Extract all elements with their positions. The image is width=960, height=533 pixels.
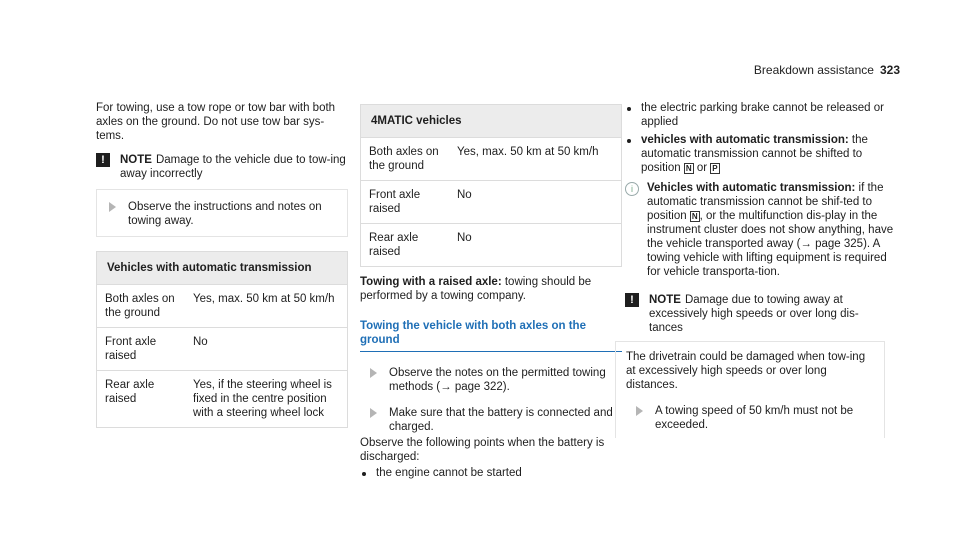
- section-heading-text: Towing the vehicle with both axles on the ground: [360, 320, 586, 346]
- gear-n-icon: N: [691, 212, 698, 221]
- column-2: [360, 104, 622, 482]
- arrow-icon: [370, 368, 377, 378]
- step-text: Observe the instructions and notes on towing away.: [128, 201, 322, 227]
- note-box: [615, 293, 885, 438]
- section-title: Breakdown assistance: [753, 63, 874, 77]
- info-icon: i: [625, 182, 639, 196]
- note-text: Damage due to towing away at excessively high speeds or over long dis-tances: [649, 294, 859, 334]
- note-label: NOTE: [120, 154, 152, 166]
- table-cell: Both axles on the ground: [97, 285, 185, 328]
- table-row: [97, 285, 347, 328]
- bullet-dot: [627, 139, 631, 143]
- table-cell: Yes, if the steering wheel is fixed in the centre position with a steering wheel lock: [185, 371, 347, 428]
- bullet-text: the electric parking brake cannot be released or applied: [641, 102, 884, 128]
- table-4matic: [360, 104, 622, 267]
- warning-icon: !: [625, 293, 639, 307]
- arrow-icon: [370, 408, 377, 418]
- note-header: [615, 293, 885, 341]
- step-text: A towing speed of 50 km/h must not be exceeded.: [655, 405, 854, 431]
- gear-p-icon: P: [712, 164, 718, 173]
- bullet-item: [625, 101, 895, 129]
- page-number: 323: [879, 63, 900, 77]
- table-cell: Rear axle raised: [97, 371, 185, 428]
- table-cell: No: [449, 224, 621, 267]
- step-item: [370, 366, 622, 394]
- step-text: Observe the notes on the permitted towing methods (→ page 322).: [389, 367, 606, 393]
- steps: [360, 366, 622, 434]
- note-text: Damage to the vehicle due to tow-ing away incorrectly: [120, 154, 346, 180]
- gear-n-icon: N: [685, 164, 692, 173]
- raised-axle-heading: Towing with a raised axle:: [360, 276, 502, 288]
- page-header: [754, 63, 900, 77]
- warning-icon: !: [96, 153, 110, 167]
- info-body-b: , or the multifunction dis-play in the instrument cluster does not show anything, have the vehicle transported away (→ page 325). A towing vehicle with lifting equipment is required for vehicle transporta-tion.: [647, 210, 894, 278]
- step-item: [370, 406, 622, 434]
- bullet-item: [625, 133, 895, 175]
- column-3: [625, 101, 895, 438]
- or-text: or: [696, 162, 708, 174]
- info-text: [647, 181, 895, 279]
- step-item: [109, 200, 337, 228]
- bullet-dot: [627, 107, 631, 111]
- intro-text: For towing, use a tow rope or tow bar with both axles on the ground. Do not use tow bar sys-tems.: [96, 102, 336, 142]
- bullet-text: [641, 133, 895, 175]
- info-body-a: if the automatic transmission cannot be shif-ted to position: [647, 182, 884, 222]
- note-body-text: The drivetrain could be damaged when tow-ing at excessively high speeds or over long distances.: [626, 351, 866, 391]
- step-text: Make sure that the battery is connected and charged.: [389, 407, 613, 433]
- table-cell: Front axle raised: [97, 328, 185, 371]
- table-cell: No: [449, 181, 621, 224]
- table-title: 4MATIC vehicles: [361, 105, 621, 138]
- bullet-dot: [362, 472, 366, 476]
- bullet-text: the engine cannot be started: [376, 467, 522, 479]
- table-automatic: [96, 251, 348, 428]
- table-row: [361, 224, 621, 267]
- note-steps: [96, 189, 348, 237]
- observe-text: Observe the following points when the battery is discharged:: [360, 437, 605, 463]
- info-bold: Vehicles with automatic transmission:: [647, 182, 856, 194]
- table-row: [97, 328, 347, 371]
- table-title: Vehicles with automatic transmission: [97, 252, 347, 285]
- table-row: [97, 371, 347, 428]
- arrow-icon: [109, 202, 116, 212]
- note-box: [96, 153, 348, 237]
- bullet-body: the automatic transmission cannot be shifted to position: [641, 134, 868, 174]
- arrow-icon: [636, 406, 643, 416]
- note-header: [96, 153, 348, 189]
- info-block: [625, 181, 895, 279]
- table-cell: Front axle raised: [361, 181, 449, 224]
- note-label: NOTE: [649, 294, 681, 306]
- table-cell: Yes, max. 50 km at 50 km/h: [185, 285, 347, 328]
- table-cell: No: [185, 328, 347, 371]
- table-row: [361, 181, 621, 224]
- table-row: [361, 138, 621, 181]
- bullet-bold: vehicles with automatic transmission:: [641, 134, 849, 146]
- raised-axle-paragraph: [360, 275, 622, 303]
- table-cell: Both axles on the ground: [361, 138, 449, 181]
- section-heading: [360, 319, 622, 352]
- table-cell: Yes, max. 50 km at 50 km/h: [449, 138, 621, 181]
- column-1: [96, 101, 348, 428]
- step-item: [626, 404, 874, 432]
- bullet-item: [360, 466, 622, 480]
- table-cell: Rear axle raised: [361, 224, 449, 267]
- raised-axle-text: towing should be performed by a towing company.: [360, 276, 592, 302]
- note-body: [615, 341, 885, 438]
